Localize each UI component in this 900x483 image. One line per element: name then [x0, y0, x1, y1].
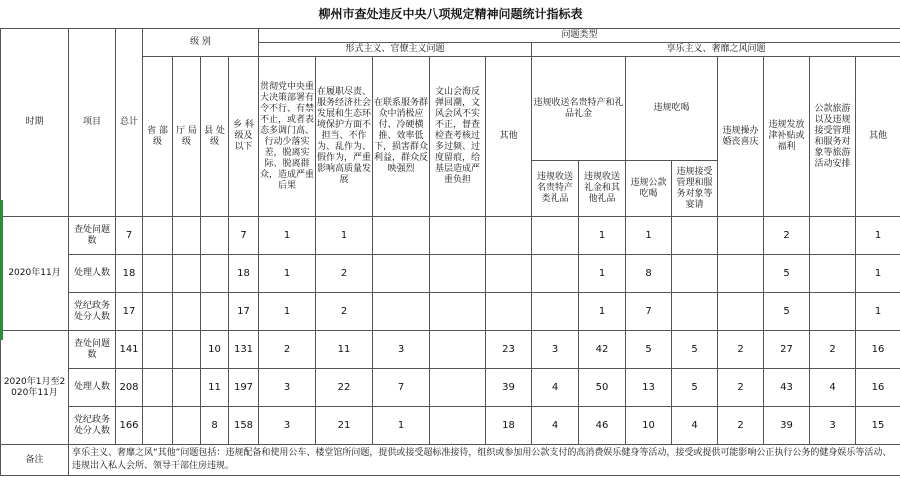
header-level-county: 县 处 级	[201, 57, 229, 217]
data-cell: 1	[259, 217, 316, 255]
header-level-bureau: 厅 局 级	[173, 57, 201, 217]
row-item: 处理人数	[69, 255, 116, 293]
data-cell: 16	[856, 369, 900, 407]
data-cell	[718, 293, 764, 331]
header-total: 总计	[116, 29, 143, 217]
data-cell	[430, 407, 486, 445]
data-cell: 22	[316, 369, 373, 407]
data-cell: 5	[672, 369, 718, 407]
header-travel: 公款旅游以及违规接受管理和服务对象等旅游活动安排	[810, 57, 856, 217]
data-cell	[143, 293, 173, 331]
data-cell: 2	[764, 217, 810, 255]
header-problem-type: 问题类型	[259, 29, 900, 43]
data-cell	[672, 293, 718, 331]
table-row	[1, 407, 900, 445]
row-item: 查处问题数	[69, 217, 116, 255]
data-cell: 1	[259, 293, 316, 331]
data-cell: 3	[373, 331, 430, 369]
header-formalism: 形式主义、官僚主义问题	[259, 43, 532, 57]
data-cell	[173, 217, 201, 255]
table-row	[1, 293, 900, 331]
data-cell	[173, 331, 201, 369]
data-cell	[143, 407, 173, 445]
row-item: 处理人数	[69, 369, 116, 407]
data-cell	[486, 255, 532, 293]
data-cell: 1	[579, 217, 626, 255]
data-cell	[430, 255, 486, 293]
data-cell	[173, 293, 201, 331]
data-cell	[718, 255, 764, 293]
header-gift: 违规收送名贵特产和礼品礼金	[532, 57, 626, 161]
data-cell: 10	[201, 331, 229, 369]
data-cell: 16	[856, 331, 900, 369]
data-cell: 42	[579, 331, 626, 369]
data-cell: 11	[316, 331, 373, 369]
header-formalism-col-4: 文山会海反弹回潮，文风会风不实不正，督查检查考核过多过频、过度留痕，给基层造成严重负担	[430, 57, 486, 217]
data-cell: 18	[486, 407, 532, 445]
data-cell: 39	[486, 369, 532, 407]
data-cell: 27	[764, 331, 810, 369]
data-cell	[672, 255, 718, 293]
header-dining: 违规吃喝	[626, 57, 718, 161]
data-cell	[532, 255, 579, 293]
data-cell	[486, 293, 532, 331]
data-cell: 11	[201, 369, 229, 407]
data-cell: 197	[229, 369, 259, 407]
data-cell: 131	[229, 331, 259, 369]
data-cell	[810, 293, 856, 331]
data-cell: 17	[116, 293, 143, 331]
data-cell	[718, 217, 764, 255]
data-cell	[430, 293, 486, 331]
data-cell	[373, 255, 430, 293]
data-cell: 5	[672, 331, 718, 369]
data-cell: 18	[116, 255, 143, 293]
data-cell: 3	[810, 407, 856, 445]
data-cell: 10	[626, 407, 672, 445]
row-item: 党纪政务处分人数	[69, 407, 116, 445]
data-cell: 2	[316, 293, 373, 331]
header-dining-banquet: 违规接受管理和服务对象等宴请	[672, 161, 718, 217]
data-cell: 2	[718, 369, 764, 407]
data-cell: 1	[626, 217, 672, 255]
data-cell: 2	[810, 331, 856, 369]
header-formalism-col-2: 在履职尽责、服务经济社会发展和生态环境保护方面不担当、不作为、乱作为、假作为，严重影响高质量发展	[316, 57, 373, 217]
header-hedonism-other: 其他	[856, 57, 900, 217]
header-wedding-funeral: 违规操办婚丧喜庆	[718, 57, 764, 217]
data-cell: 5	[626, 331, 672, 369]
data-cell: 23	[486, 331, 532, 369]
data-cell: 2	[316, 255, 373, 293]
data-cell: 4	[532, 407, 579, 445]
data-cell: 1	[579, 293, 626, 331]
data-cell: 46	[579, 407, 626, 445]
header-formalism-col-3: 在联系服务群众中消极应付、冷硬横推、效率低下，损害群众利益，群众反映强烈	[373, 57, 430, 217]
header-hedonism: 享乐主义、奢靡之风问题	[532, 43, 900, 57]
data-cell: 7	[626, 293, 672, 331]
remark-row	[1, 445, 900, 476]
header-dining-public: 违规公款吃喝	[626, 161, 672, 217]
data-cell: 3	[259, 369, 316, 407]
data-cell	[173, 255, 201, 293]
data-cell: 7	[116, 217, 143, 255]
data-cell	[672, 217, 718, 255]
data-cell: 5	[764, 255, 810, 293]
period-cell: 2020年11月	[1, 217, 69, 331]
data-cell: 4	[810, 369, 856, 407]
table-row	[1, 255, 900, 293]
data-cell: 1	[856, 255, 900, 293]
header-level: 级 别	[143, 29, 259, 57]
data-cell: 13	[626, 369, 672, 407]
header-allowance: 违规发放津补贴或福利	[764, 57, 810, 217]
row-item: 党纪政务处分人数	[69, 293, 116, 331]
header-gift-specialty: 违规收送名贵特产类礼品	[532, 161, 579, 217]
header-item: 项目	[69, 29, 116, 217]
data-cell: 1	[259, 255, 316, 293]
header-formalism-other: 其他	[486, 57, 532, 217]
data-cell	[532, 217, 579, 255]
data-cell: 15	[856, 407, 900, 445]
data-cell: 2	[718, 331, 764, 369]
remark-text: 享乐主义、奢靡之风“其他”问题包括：违规配备和使用公车、楼堂馆所问题，提供或接受超标准接待，组织或参加用公款支付的高消费娱乐健身等活动，接受或提供可能影响公正执行公务的健身娱乐等活动、违规出入私人会所、领导干部住房违规。	[69, 445, 900, 476]
table-row	[1, 369, 900, 407]
data-cell: 4	[532, 369, 579, 407]
data-cell: 3	[259, 407, 316, 445]
data-cell	[373, 293, 430, 331]
data-cell	[201, 293, 229, 331]
header-level-township: 乡 科 级及 以下	[229, 57, 259, 217]
data-cell: 158	[229, 407, 259, 445]
header-formalism-col-1: 贯彻党中央重大决策部署有令不行、有禁不止，或者表态多调门高、行动少落实差，脱离实际、脱离群众，造成严重后果	[259, 57, 316, 217]
data-cell: 1	[373, 407, 430, 445]
data-cell: 1	[856, 293, 900, 331]
data-cell: 1	[316, 217, 373, 255]
data-cell: 21	[316, 407, 373, 445]
data-cell: 4	[672, 407, 718, 445]
header-period: 时期	[1, 29, 69, 217]
data-cell	[201, 255, 229, 293]
remark-label: 备注	[1, 445, 69, 476]
data-cell: 141	[116, 331, 143, 369]
data-cell	[143, 369, 173, 407]
data-cell	[532, 293, 579, 331]
header-gift-cash: 违规收送礼金和其他礼品	[579, 161, 626, 217]
data-cell	[143, 255, 173, 293]
data-cell: 166	[116, 407, 143, 445]
data-cell	[430, 331, 486, 369]
data-cell: 43	[764, 369, 810, 407]
table-row	[1, 217, 900, 255]
period-cell: 2020年1月至2020年11月	[1, 331, 69, 445]
data-cell	[173, 369, 201, 407]
data-cell	[486, 217, 532, 255]
data-cell: 8	[626, 255, 672, 293]
data-cell: 1	[579, 255, 626, 293]
data-cell	[430, 217, 486, 255]
data-cell: 17	[229, 293, 259, 331]
data-cell: 3	[532, 331, 579, 369]
data-cell	[373, 217, 430, 255]
data-cell: 50	[579, 369, 626, 407]
data-cell: 5	[764, 293, 810, 331]
page-title: 柳州市查处违反中央八项规定精神问题统计指标表	[1, 0, 900, 29]
data-cell: 8	[201, 407, 229, 445]
data-cell: 2	[718, 407, 764, 445]
data-cell	[430, 369, 486, 407]
data-cell	[810, 255, 856, 293]
header-level-provincial: 省 部 级	[143, 57, 173, 217]
data-cell: 18	[229, 255, 259, 293]
data-cell: 7	[229, 217, 259, 255]
data-cell	[143, 217, 173, 255]
data-cell: 2	[259, 331, 316, 369]
data-cell	[810, 217, 856, 255]
data-cell	[173, 407, 201, 445]
data-cell: 1	[856, 217, 900, 255]
edge-marker	[0, 200, 3, 340]
data-cell: 7	[373, 369, 430, 407]
table-row	[1, 331, 900, 369]
data-cell	[143, 331, 173, 369]
data-cell: 208	[116, 369, 143, 407]
data-cell	[201, 217, 229, 255]
row-item: 查处问题数	[69, 331, 116, 369]
data-cell: 39	[764, 407, 810, 445]
